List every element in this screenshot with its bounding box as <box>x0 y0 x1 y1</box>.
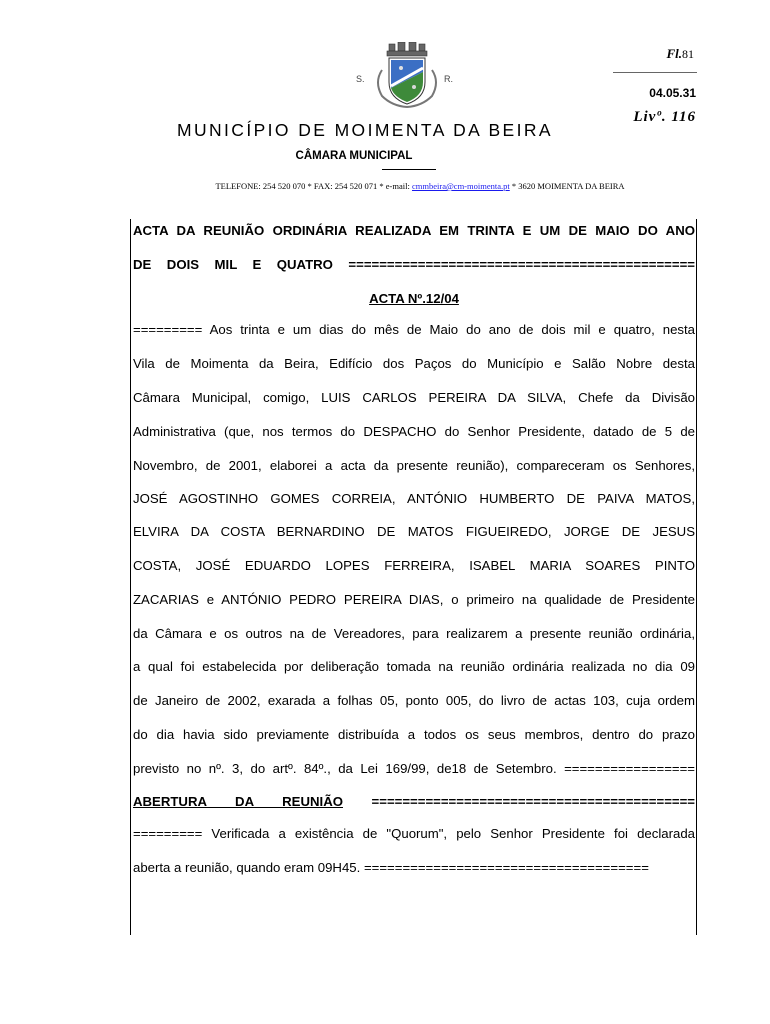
body-line: ELVIRA DA COSTA BERNARDINO DE MATOS FIGUEIREDO, JORGE DE JESUS <box>133 524 695 539</box>
municipal-crest-icon <box>372 42 442 108</box>
folio-number <box>666 46 694 62</box>
council-title-rule <box>382 169 436 170</box>
body-line: Novembro, de 2001, elaborei a acta da presente reunião), compareceram os Senhores, <box>133 458 695 473</box>
contact-line <box>0 181 770 191</box>
body-line: previsto no nº. 3, do artº. 84º., da Lei 169/99, de18 de Setembro. ================= <box>133 761 695 776</box>
body-line: a qual foi estabelecida por deliberação tomada na reunião ordinária realizada no dia 09 <box>133 659 695 674</box>
document-date: 04.05.31 <box>649 86 696 100</box>
section-heading-fill: ========================================== <box>371 794 696 809</box>
body-line: ========= Aos trinta e um dias do mês de Maio do ano de dois mil e quatro, nesta <box>133 322 695 337</box>
minutes-number: ACTA Nº.12/04 <box>369 291 459 306</box>
email-link[interactable]: cmmbeira@cm-moimenta.pt <box>411 181 510 191</box>
body-line: Câmara Municipal, comigo, LUIS CARLOS PEREIRA DA SILVA, Chefe da Divisão <box>133 390 695 405</box>
right-margin-rule <box>696 219 697 935</box>
body-line: do dia havia sido previamente distribuída a todos os seus membros, dentro do prazo <box>133 727 695 742</box>
body-line: COSTA, JOSÉ EDUARDO LOPES FERREIRA, ISABEL MARIA SOARES PINTO <box>133 558 695 573</box>
body-line: Administrativa (que, nos termos do DESPACHO do Senhor Presidente, datado de 5 de <box>133 424 695 439</box>
folio-value: 81 <box>682 47 694 61</box>
crest-right-letter: R. <box>444 74 453 84</box>
contact-address: * 3620 MOIMENTA DA BEIRA <box>509 181 625 191</box>
body-line: de Janeiro de 2002, exarada a folhas 05, ponto 005, do livro de actas 103, cuja ordem <box>133 693 695 708</box>
minutes-title-line-2: DE DOIS MIL E QUATRO ============================================= <box>133 257 695 272</box>
crest-left-letter: S. <box>356 74 365 84</box>
body-line: Vila de Moimenta da Beira, Edifício dos Paços do Município e Salão Nobre desta <box>133 356 695 371</box>
book-number: Livº. 116 <box>633 109 696 125</box>
contact-phone-fax: TELEFONE: 254 520 070 * FAX: 254 520 071 * e-mail: <box>215 181 412 191</box>
section-heading-line <box>133 793 695 810</box>
body-line: JOSÉ AGOSTINHO GOMES CORREIA, ANTÓNIO HUMBERTO DE PAIVA MATOS, <box>133 491 695 506</box>
folio-prefix: Fl. <box>666 46 682 61</box>
municipality-title: MUNICÍPIO DE MOIMENTA DA BEIRA <box>176 120 554 140</box>
body-line: ZACARIAS e ANTÓNIO PEDRO PEREIRA DIAS, o primeiro na qualidade de Presidente <box>133 592 695 607</box>
left-margin-rule <box>130 219 131 935</box>
council-title: CÂMARA MUNICIPAL <box>295 150 413 162</box>
folio-rule <box>613 72 697 73</box>
body-line: ========= Verificada a existência de "Quorum", pelo Senhor Presidente foi declarada <box>133 826 695 841</box>
body-line-last: aberta a reunião, quando eram 09H45. ===================================== <box>133 860 649 875</box>
section-heading-abertura: ABERTURA DA REUNIÃO <box>133 794 343 809</box>
body-line: da Câmara e os outros na de Vereadores, para realizarem a presente reunião ordinária, <box>133 626 695 641</box>
minutes-title-line-1: ACTA DA REUNIÃO ORDINÁRIA REALIZADA EM TRINTA E UM DE MAIO DO ANO <box>133 223 695 238</box>
